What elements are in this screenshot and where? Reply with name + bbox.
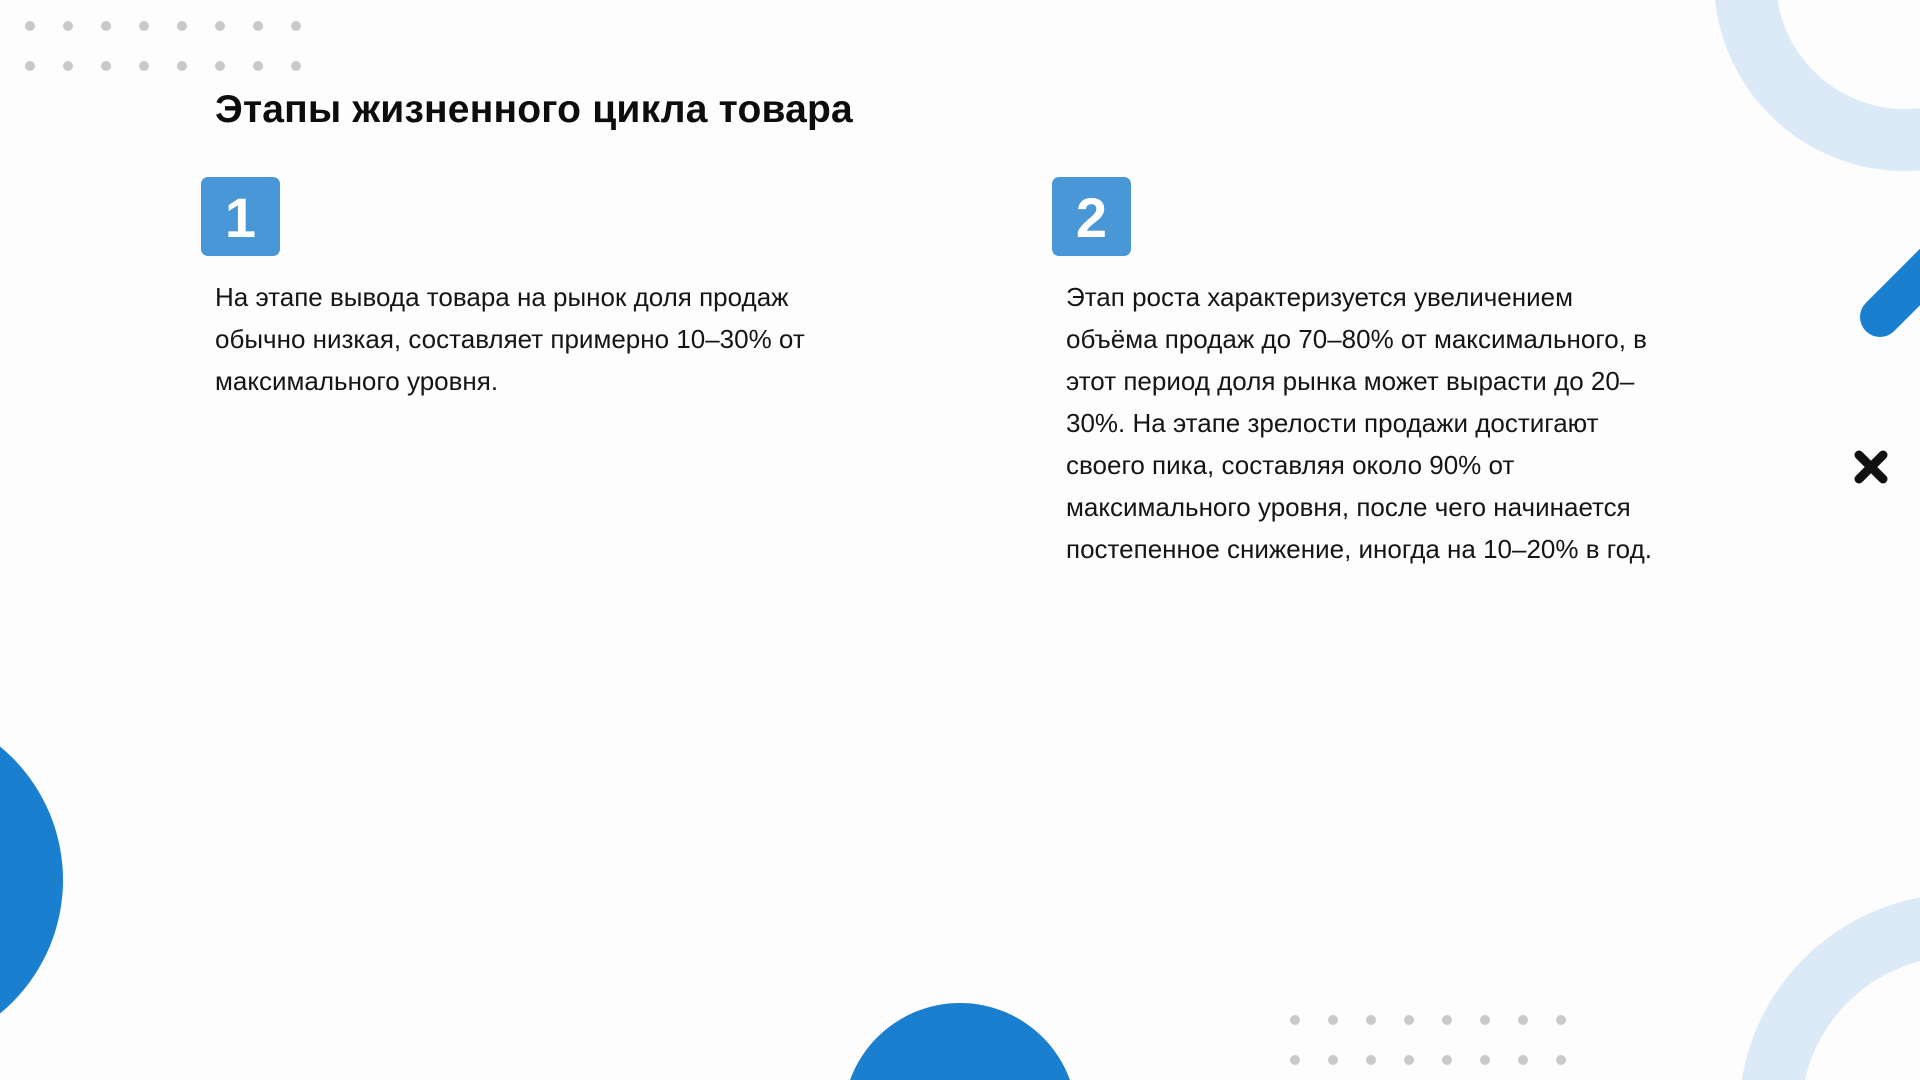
decor-dot xyxy=(1480,1015,1490,1025)
decor-dot xyxy=(1442,1055,1452,1065)
decor-dot xyxy=(1404,1055,1414,1065)
step-description-line: своего пика, составляя около 90% от xyxy=(1066,450,1515,480)
ring-bottom-right xyxy=(1770,925,1920,1080)
decor-dot xyxy=(139,21,149,31)
step-description-line: Этап роста характеризуется увеличением xyxy=(1066,282,1573,312)
step-description xyxy=(1066,276,1652,570)
decor-dot xyxy=(1556,1015,1566,1025)
decor-dot xyxy=(101,21,111,31)
decor-dot xyxy=(177,21,187,31)
decor-dot xyxy=(291,61,301,71)
decor-dot xyxy=(25,21,35,31)
step-description-line: обычно низкая, составляет примерно 10–30% от xyxy=(215,324,805,354)
decor-dot xyxy=(1518,1015,1528,1025)
dot-grid-bottom-right xyxy=(1290,1015,1566,1065)
decor-dot xyxy=(1442,1015,1452,1025)
decor-dot xyxy=(63,61,73,71)
page-title: Этапы жизненного цикла товара xyxy=(215,88,853,131)
step-card-2 xyxy=(1052,177,1652,564)
decor-dot xyxy=(253,21,263,31)
step-description-line: объёма продаж до 70–80% от максимального, в xyxy=(1066,324,1647,354)
decor-dot xyxy=(1328,1055,1338,1065)
close-icon xyxy=(1859,455,1883,479)
ring-top-right xyxy=(1745,0,1920,140)
step-number-badge: 2 xyxy=(1052,177,1131,256)
step-description-line: максимального уровня. xyxy=(215,366,499,396)
decor-dot xyxy=(1366,1015,1376,1025)
step-description-line: постепенное снижение, иногда на 10–20% в год. xyxy=(1066,534,1652,564)
decor-dot xyxy=(1290,1055,1300,1065)
step-description-line: На этапе вывода товара на рынок доля продаж xyxy=(215,282,789,312)
half-circle-left xyxy=(0,707,63,1053)
decor-dot xyxy=(1480,1055,1490,1065)
decor-dot xyxy=(1556,1055,1566,1065)
decor-dot xyxy=(101,61,111,71)
decor-dot xyxy=(1518,1055,1528,1065)
half-circle-bottom xyxy=(843,1003,1077,1080)
step-number-badge: 1 xyxy=(201,177,280,256)
decor-dot xyxy=(1404,1015,1414,1025)
step-description xyxy=(215,276,805,402)
step-description-line: 30%. На этапе зрелости продажи достигают xyxy=(1066,408,1599,438)
decor-dot xyxy=(1290,1015,1300,1025)
step-description-line: этот период доля рынка может вырасти до 20– xyxy=(1066,366,1635,396)
diagonal-bar-right xyxy=(1880,237,1920,317)
decor-dot xyxy=(215,61,225,71)
decor-dot xyxy=(253,61,263,71)
decor-dot xyxy=(291,21,301,31)
dot-grid-top-left xyxy=(25,21,301,71)
decor-dot xyxy=(25,61,35,71)
decor-dot xyxy=(177,61,187,71)
decor-dot xyxy=(139,61,149,71)
decor-dot xyxy=(1366,1055,1376,1065)
step-description-line: максимального уровня, после чего начинается xyxy=(1066,492,1631,522)
decor-dot xyxy=(1328,1015,1338,1025)
step-card-1 xyxy=(201,177,805,396)
decor-dot xyxy=(63,21,73,31)
decor-dot xyxy=(215,21,225,31)
